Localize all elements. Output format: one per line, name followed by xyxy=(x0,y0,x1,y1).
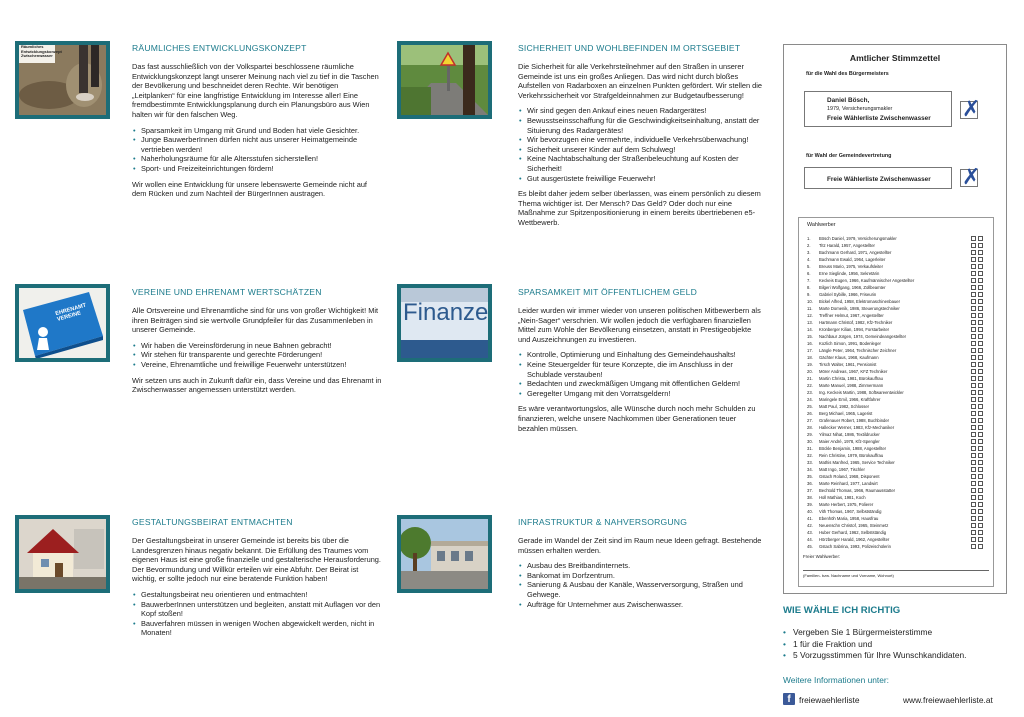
list-item: • Wir haben die Vereinsförderung in neue Bahnen gebracht! xyxy=(141,341,382,351)
council-party-name: Freie Wählerliste Zwischenwasser xyxy=(827,176,931,183)
council-party-box xyxy=(804,167,952,189)
candidate-row xyxy=(807,425,987,430)
candidate-checkboxes xyxy=(969,404,981,408)
candidate-checkboxes xyxy=(969,236,981,240)
candidate-number: 32. xyxy=(807,453,813,458)
ballot-title: Amtlicher Stimmzettel xyxy=(849,53,941,63)
candidate-number: 31. xyxy=(807,446,813,451)
candidate-checkboxes xyxy=(969,278,981,282)
candidate-number: 24. xyxy=(807,397,813,402)
list-item: • Ausbau des Breitbandinternets. xyxy=(527,561,763,571)
candidate-number: 9. xyxy=(807,292,811,297)
candidate-number: 14. xyxy=(807,327,813,332)
candidate-name: Hartmann Christof, 1982, Kfz-Techniker xyxy=(819,320,893,325)
candidate-number: 42. xyxy=(807,523,813,528)
section-body-sicherheit xyxy=(518,62,763,234)
candidate-number: 43. xyxy=(807,530,813,535)
candidate-number: 39. xyxy=(807,502,813,507)
candidate-row xyxy=(807,236,987,241)
candidate-name: Erne Sieglinde, 1956, Sekretärin xyxy=(819,271,880,276)
list-item: • Vereine, Ehrenamtliche und freiwillige Feuerwehr unterstützen! xyxy=(141,360,382,370)
candidate-number: 18. xyxy=(807,355,813,360)
image-caption: EHRENAMT VEREINE xyxy=(54,302,87,324)
candidate-checkboxes xyxy=(969,537,981,541)
candidate-name: Kronberger Kilian, 1994, Forstarbeiter xyxy=(819,327,890,332)
candidate-number: 13. xyxy=(807,320,813,325)
candidate-row xyxy=(807,502,987,507)
candidate-name: Matt Ingo, 1967, Tischler xyxy=(819,467,865,472)
candidate-number: 19. xyxy=(807,362,813,367)
list-item: • Keine Steuergelder für teure Konzepte, die im Anschluss in der Schublade verstauben! xyxy=(527,360,763,379)
list-item: • Bankomat im Dorfzentrum. xyxy=(527,571,763,581)
candidate-checkboxes xyxy=(969,425,981,429)
candidate-number: 10. xyxy=(807,299,813,304)
candidate-name: Marte Domenik, 1986, Steuerungstechniker xyxy=(819,306,900,311)
candidate-checkboxes xyxy=(969,453,981,457)
list-item: • Geregelter Umgang mit den Vorratsgeldern! xyxy=(527,389,763,399)
candidate-row xyxy=(807,362,987,367)
candidate-name: Mörer Andreas, 1967, KFZ Techniker xyxy=(819,369,888,374)
candidate-number: 7. xyxy=(807,278,811,283)
mayor-candidate-party: Freie Wählerliste Zwischenwasser xyxy=(827,115,931,122)
candidate-number: 45. xyxy=(807,544,813,549)
candidate-checkboxes xyxy=(969,418,981,422)
candidate-number: 21. xyxy=(807,376,813,381)
facebook-icon[interactable]: f xyxy=(783,693,795,705)
candidate-row xyxy=(807,320,987,325)
candidate-row xyxy=(807,537,987,542)
candidate-name: Yilmaz Nihat, 1986, Textildrucker xyxy=(819,432,880,437)
candidate-name: Huber Gerhard, 1962, Selbstständig xyxy=(819,530,887,535)
ballot-mayor-heading: für die Wahl des Bürgermeisters xyxy=(806,71,889,77)
candidate-number: 28. xyxy=(807,425,813,430)
list-item: • Gut ausgerüstete freiwillige Feuerwehr! xyxy=(527,174,763,184)
photo-street-sign xyxy=(397,41,492,119)
list-item: • Kontrolle, Optimierung und Einhaltung des Gemeindehaushalts! xyxy=(527,350,763,360)
candidate-checkboxes xyxy=(969,285,981,289)
photo-village-center xyxy=(397,515,492,593)
candidate-name: Neuenschn Christof, 1965, Steinmetz xyxy=(819,523,889,528)
photo-house-model xyxy=(15,515,110,593)
candidate-row xyxy=(807,523,987,528)
image-caption: Räumliches Entwicklungskonzept Zwischenwasser xyxy=(21,44,62,59)
list-item: • BauwerberInnen unterstützen und begleiten, anstatt mit Auflagen vor den Kopf stoßen! xyxy=(141,600,382,619)
candidate-name: Marte Reinhard, 1977, Landwirt xyxy=(819,481,878,486)
paragraph: Leider wurden wir immer wieder von unseren politischen Mitbewerbern als „Nein-Sager“ verschrien. Wir wollen jedoch die verfügbaren finanziellen Mittel zum Wohle der Bevölkerung einsetzen, anstatt in Prestigeobjekte und Auszeichnungen zu investieren. xyxy=(518,306,761,344)
list-item: • Wir stehen für transparente und gerechte Förderungen! xyxy=(141,350,382,360)
candidate-checkboxes xyxy=(969,446,981,450)
candidate-number: 35. xyxy=(807,474,813,479)
candidate-row xyxy=(807,446,987,451)
section-body-vereine xyxy=(132,306,382,401)
candidate-checkboxes xyxy=(969,376,981,380)
candidate-name: Marte Manuel, 1988, Zimmermann xyxy=(819,383,884,388)
candidate-row xyxy=(807,453,987,458)
candidate-number: 37. xyxy=(807,488,813,493)
candidate-row xyxy=(807,467,987,472)
candidate-name: Gabriel Sybille, 1966, Friseurin xyxy=(819,292,877,297)
candidate-checkboxes xyxy=(969,348,981,352)
candidate-name: Ing. Keckeis Martin, 1988, Softwareentwickler xyxy=(819,390,904,395)
cross-mark-icon: ✗ xyxy=(962,165,981,190)
candidate-checkboxes xyxy=(969,439,981,443)
list-item: • Bauverfahren müssen in wenigen Wochen abgewickelt werden, nicht in Monaten! xyxy=(141,619,382,638)
candidate-name: Breuss Mario, 1975, Verkaufsleiter xyxy=(819,264,884,269)
candidate-checkboxes xyxy=(969,362,981,366)
candidate-name: Gstach Sabrina, 1993, Polizeischülerin xyxy=(819,544,891,549)
paragraph: Gerade im Wandel der Zeit sind im Raum neue Ideen gefragt. Bestehende müssen erhalten werden. xyxy=(518,536,762,555)
candidate-row xyxy=(807,299,987,304)
candidate-name: Martin Christa, 1981, Bürokauffrau xyxy=(819,376,883,381)
candidate-name: Gstach Roland, 1968, Disponent xyxy=(819,474,880,479)
section-title-sicherheit: SICHERHEIT UND WOHLBEFINDEN IM ORTSGEBIET xyxy=(518,43,741,53)
candidate-row xyxy=(807,306,987,311)
paragraph: Alle Ortsvereine und Ehrenamtliche sind für uns von großer Wichtigkeit! Mit ihren Beiträgen sind sie wertvolle Grundpfeiler für das Zusammenleben in unserer Gemeinde. xyxy=(132,306,379,335)
list-item: • Wir bevorzugen eine vermehrte, individuelle Verkehrsüberwachung! xyxy=(527,135,763,145)
candidate-name: Maier André, 1978, Kfz-Spengler xyxy=(819,439,880,444)
candidate-name: Matt Paul, 1982, Schlosser xyxy=(819,404,870,409)
candidate-name: Kozlich Simon, 1991, Bodenleger xyxy=(819,341,881,346)
candidate-row xyxy=(807,369,987,374)
candidate-checkboxes xyxy=(969,299,981,303)
section-title-infrastruktur: INFRASTRUKTUR & NAHVERSORGUNG xyxy=(518,517,688,527)
candidate-number: 40. xyxy=(807,509,813,514)
section-title-vereine: VEREINE UND EHRENAMT WERTSCHÄTZEN xyxy=(132,287,322,297)
candidate-checkboxes xyxy=(969,341,981,345)
candidate-checkboxes xyxy=(969,327,981,331)
paragraph: Das fast ausschließlich von der Volkspartei beschlossene räumliche Entwicklungskonzept langt unserer Meinung nach viel zu tief in die Taschen der Bevölkerung und beschneidet deren Rechte. Wir benötigen „Leitplanken“ für eine langfristige Entwicklung im Interesse aller! Eine fremdbestimmte Entwicklungsplanung durch ein Planungsbüro aus Wien halten wir für den falschen Weg. xyxy=(132,62,379,119)
candidate-checkboxes xyxy=(969,544,981,548)
candidate-row xyxy=(807,334,987,339)
candidate-checkboxes xyxy=(969,355,981,359)
candidate-row xyxy=(807,495,987,500)
candidate-name: Marte Herbert, 1975, Polierer xyxy=(819,502,874,507)
candidate-row xyxy=(807,544,987,549)
candidate-row xyxy=(807,313,987,318)
candidate-checkboxes xyxy=(969,460,981,464)
candidate-name: Böckle Benjamin, 1988, Angestellter xyxy=(819,446,887,451)
candidate-number: 27. xyxy=(807,418,813,423)
candidate-name: Längle Peter, 1964, Technischer Zeichner xyxy=(819,348,897,353)
candidate-name: Bösch Daniel, 1979, Versicherungsmakler xyxy=(819,236,897,241)
howto-title: WIE WÄHLE ICH RICHTIG xyxy=(783,605,901,616)
candidate-number: 5. xyxy=(807,264,811,269)
candidate-number: 6. xyxy=(807,271,811,276)
candidate-checkboxes xyxy=(969,432,981,436)
candidate-checkboxes xyxy=(969,516,981,520)
photo-ehrenamt-booklet xyxy=(15,284,110,362)
list-item: • Bedachten und zweckmäßigen Umgang mit öffentlichen Geldern! xyxy=(527,379,763,389)
list-item: • Sport- und Freizeiteinrichtungen fördern! xyxy=(141,164,382,174)
candidate-row xyxy=(807,530,987,535)
candidate-checkboxes xyxy=(969,509,981,513)
candidate-name: Bickel Alfred, 1958, Elektromaschinenbauer xyxy=(819,299,901,304)
list-item: • Junge BauwerberInnen dürfen nicht aus unserer Heimatgemeinde vertrieben werden! xyxy=(141,135,382,154)
candidate-number: 41. xyxy=(807,516,813,521)
info-label: Weitere Informationen unter: xyxy=(783,675,889,685)
candidate-number: 3. xyxy=(807,250,811,255)
candidate-row xyxy=(807,243,987,248)
candidate-number: 36. xyxy=(807,481,813,486)
candidate-checkboxes xyxy=(969,481,981,485)
candidate-number: 26. xyxy=(807,411,813,416)
candidate-checkboxes xyxy=(969,243,981,247)
list-item: • Sanierung & Ausbau der Kanäle, Wasserversorgung, Straßen und Gehwege. xyxy=(527,580,763,599)
candidate-name: Mathis Manfred, 1965, Service Techniker xyxy=(819,460,895,465)
candidate-name: Hallecker Werner, 1983, Kfz-Mechaniker xyxy=(819,425,895,430)
candidate-number: 12. xyxy=(807,313,813,318)
candidate-row xyxy=(807,432,987,437)
list-item: • Vergeben Sie 1 Bürgermeisterstimme xyxy=(783,627,966,639)
candidate-list-heading: Wahlwerber xyxy=(807,222,836,228)
candidate-row xyxy=(807,341,987,346)
candidate-checkboxes xyxy=(969,383,981,387)
candidate-checkboxes xyxy=(969,306,981,310)
paragraph: Die Sicherheit für alle Verkehrsteilnehmer auf den Straßen in unserer Gemeinde ist uns ein großes Anliegen. Das wird nicht durch bloßes Aufstellen von Radarboxen an einzelnen Punkten gefördert. Wir stellen die Verkehrssicherheit vor Strafgeldeinnahmen zur Budgetaufbesserung! xyxy=(518,62,763,100)
candidate-row xyxy=(807,348,987,353)
candidate-checkboxes xyxy=(969,264,981,268)
candidate-number: 8. xyxy=(807,285,811,290)
candidate-number: 17. xyxy=(807,348,813,353)
candidate-row xyxy=(807,411,987,416)
candidate-number: 23. xyxy=(807,390,813,395)
candidate-number: 1. xyxy=(807,236,811,241)
candidate-number: 22. xyxy=(807,383,813,388)
section-title-sparsamkeit: SPARSAMKEIT MIT ÖFFENTLICHEM GELD xyxy=(518,287,697,297)
mayor-candidate-box xyxy=(804,91,952,127)
candidate-name: Treffner Helmut, 1967, Angestellter xyxy=(819,313,884,318)
candidate-checkboxes xyxy=(969,502,981,506)
candidate-number: 29. xyxy=(807,432,813,437)
candidate-number: 4. xyxy=(807,257,811,262)
candidate-checkboxes xyxy=(969,411,981,415)
candidate-row xyxy=(807,383,987,388)
candidate-row xyxy=(807,404,987,409)
candidate-checkboxes xyxy=(969,250,981,254)
candidate-checkboxes xyxy=(969,397,981,401)
candidate-row xyxy=(807,271,987,276)
candidate-name: Tirsch Walter, 1961, Pensionist xyxy=(819,362,877,367)
candidate-row xyxy=(807,460,987,465)
section-title-entwicklungskonzept: RÄUMLICHES ENTWICKLUNGSKONZEPT xyxy=(132,43,307,53)
candidate-name: Bachmann Ewald, 1964, Lagerleiter xyxy=(819,257,886,262)
candidate-number: 15. xyxy=(807,334,813,339)
candidate-number: 11. xyxy=(807,306,813,311)
section-title-gestaltungsbeirat: GESTALTUNGSBEIRAT ENTMACHTEN xyxy=(132,517,293,527)
candidate-row xyxy=(807,285,987,290)
candidate-row xyxy=(807,439,987,444)
candidate-row xyxy=(807,355,987,360)
candidate-row xyxy=(807,250,987,255)
list-item: • Keine Nachtabschaltung der Straßenbeleuchtung auf Kosten der Sicherheit! xyxy=(527,154,763,173)
candidate-name: Grafenauer Robert, 1988, Buchbinder xyxy=(819,418,890,423)
candidate-name: Hörzberger Harald, 1962, Angestellter xyxy=(819,537,890,542)
candidate-row xyxy=(807,257,987,262)
candidate-row xyxy=(807,278,987,283)
candidate-number: 30. xyxy=(807,439,813,444)
list-item: • Wir sind gegen den Ankauf eines neuen Radargerätes! xyxy=(527,106,763,116)
paragraph: Wir wollen eine Entwicklung für unsere lebenswerte Gemeinde nicht auf dem Rücken und zum Nachteil der BürgerInnen austragen. xyxy=(132,179,367,199)
list-item: • 1 für die Fraktion und xyxy=(783,639,966,651)
candidate-row xyxy=(807,264,987,269)
candidate-number: 2. xyxy=(807,243,811,248)
candidate-checkboxes xyxy=(969,474,981,478)
candidate-checkboxes xyxy=(969,271,981,275)
free-candidate-caption: (Familien- bzw. Nachname und Vorname, Wohnort) xyxy=(803,573,894,578)
candidate-name: Maringele Emil, 1966, Kraftfahrer xyxy=(819,397,881,402)
candidate-checkboxes xyxy=(969,495,981,499)
candidate-checkboxes xyxy=(969,257,981,261)
candidate-name: Nachbaur Jürgen, 1974, Gemeindeangestellter xyxy=(819,334,907,339)
candidate-checkboxes xyxy=(969,313,981,317)
candidate-number: 20. xyxy=(807,369,813,374)
section-body-infrastruktur xyxy=(518,536,763,615)
candidate-name: Bechtold Thomas, 1966, Raumausstatter xyxy=(819,488,896,493)
mayor-candidate-name: Daniel Bösch, xyxy=(827,97,870,104)
list-item: • Aufträge für Unternehmer aus Zwischenwasser. xyxy=(527,600,763,610)
candidate-checkboxes xyxy=(969,488,981,492)
candidate-number: 34. xyxy=(807,467,813,472)
ballot-sample xyxy=(783,44,1007,594)
candidate-name: Titz Harald, 1957, Angestellter xyxy=(819,243,875,248)
candidate-name: Bilgeri Wolfgang, 1966, Zollbeamter xyxy=(819,285,886,290)
paragraph: Es wäre verantwortungslos, alle Wünsche durch noch mehr Schulden zu finanzieren, welche unsere Nachkommen über Generationen teuer bezahlen müssen. xyxy=(518,404,756,433)
list-item: • Gestaltungsbeirat neu orientieren und entmachten! xyxy=(141,590,382,600)
candidate-checkboxes xyxy=(969,369,981,373)
candidate-name: Gächter Klaus, 1968, Kaufmann xyxy=(819,355,879,360)
candidate-row xyxy=(807,488,987,493)
list-item: • Naherholungsräume für alle Altersstufen sicherstellen! xyxy=(141,154,382,164)
candidate-row xyxy=(807,292,987,297)
candidate-name: Bachmann Gerhard, 1971, Angestellter xyxy=(819,250,892,255)
candidate-number: 44. xyxy=(807,537,813,542)
cross-mark-icon: ✗ xyxy=(962,97,981,122)
candidate-name: Keckeis Eugen, 1966, Kaufmännischer Angestellter xyxy=(819,278,915,283)
section-body-entwicklungskonzept xyxy=(132,62,382,205)
candidate-checkboxes xyxy=(969,390,981,394)
candidate-row xyxy=(807,474,987,479)
howto-list xyxy=(783,627,966,662)
candidate-list xyxy=(798,217,994,587)
list-item: • Sparsamkeit im Umgang mit Grund und Boden hat viele Gesichter. xyxy=(141,126,382,136)
candidate-row xyxy=(807,390,987,395)
website-link[interactable]: www.freiewaehlerliste.at xyxy=(903,695,993,705)
candidate-row xyxy=(807,327,987,332)
facebook-link[interactable]: freiewaehlerliste xyxy=(799,695,860,705)
candidate-checkboxes xyxy=(969,334,981,338)
paragraph: Der Gestaltungsbeirat in unserer Gemeinde ist bereits bis über die Landesgrenzen hinaus negativ bekannt. Die Erfüllung des Traumes vom eigenen Haus ist eine große finanzielle und gestalterische Herausforderung. Der Bevormundung und Willkür erteilen wir eine Abfuhr. Der Beirat ist wichtig, er sollte jedoch nur eine beratende Funktion haben! xyxy=(132,536,381,584)
candidate-row xyxy=(807,509,987,514)
candidate-row xyxy=(807,418,987,423)
candidate-name: Holl Mathias, 1981, Koch xyxy=(819,495,866,500)
candidate-checkboxes xyxy=(969,523,981,527)
candidate-row xyxy=(807,481,987,486)
paragraph: Wir setzen uns auch in Zukunft dafür ein, dass Vereine und das Ehrenamt in Zwischenwasser angemessen unterstützt werden. xyxy=(132,375,382,395)
list-item: • Sicherheit unserer Kinder auf dem Schulweg! xyxy=(527,145,763,155)
candidate-checkboxes xyxy=(969,292,981,296)
candidate-row xyxy=(807,397,987,402)
mayor-candidate-detail: 1979, Versicherungsmakler xyxy=(827,106,893,112)
candidate-number: 25. xyxy=(807,404,813,409)
list-item: • 5 Vorzugsstimmen für Ihre Wunschkandidaten. xyxy=(783,650,966,662)
candidate-checkboxes xyxy=(969,467,981,471)
candidate-checkboxes xyxy=(969,530,981,534)
candidate-row xyxy=(807,376,987,381)
candidate-number: 16. xyxy=(807,341,813,346)
section-body-gestaltungsbeirat xyxy=(132,536,382,644)
candidate-name: Berg Michael, 1965, Lagerist xyxy=(819,411,873,416)
candidate-name: Ebenhöh Maria, 1958, Hausfrau xyxy=(819,516,879,521)
candidate-name: Rein Christine, 1979, Bürokauffrau xyxy=(819,453,884,458)
candidate-number: 38. xyxy=(807,495,813,500)
candidate-name: Vith Thomas, 1967, Selbstständig xyxy=(819,509,882,514)
paragraph: Es bleibt daher jedem selber überlassen, was einem persönlich zu diesem Thema wichtiger ist. Der Mensch? Das Geld? Oder doch nur eine Maßnahme zur Spitzenpositionierung in einem bereits übertriebenen e5-Wettbewerb. xyxy=(518,189,761,227)
section-body-sparsamkeit xyxy=(518,306,763,439)
free-candidate-label: Freier Wahlwerber: xyxy=(803,554,841,559)
image-caption: Finanze xyxy=(403,300,489,326)
ballot-council-heading: für Wahl der Gemeindevertretung xyxy=(806,153,892,159)
candidate-row xyxy=(807,516,987,521)
candidate-number: 33. xyxy=(807,460,813,465)
list-item: • Bewusstseinsschaffung für die Geschwindigkeitseinhaltung, anstatt der Situierung des Radargerätes! xyxy=(527,116,763,135)
candidate-checkboxes xyxy=(969,320,981,324)
